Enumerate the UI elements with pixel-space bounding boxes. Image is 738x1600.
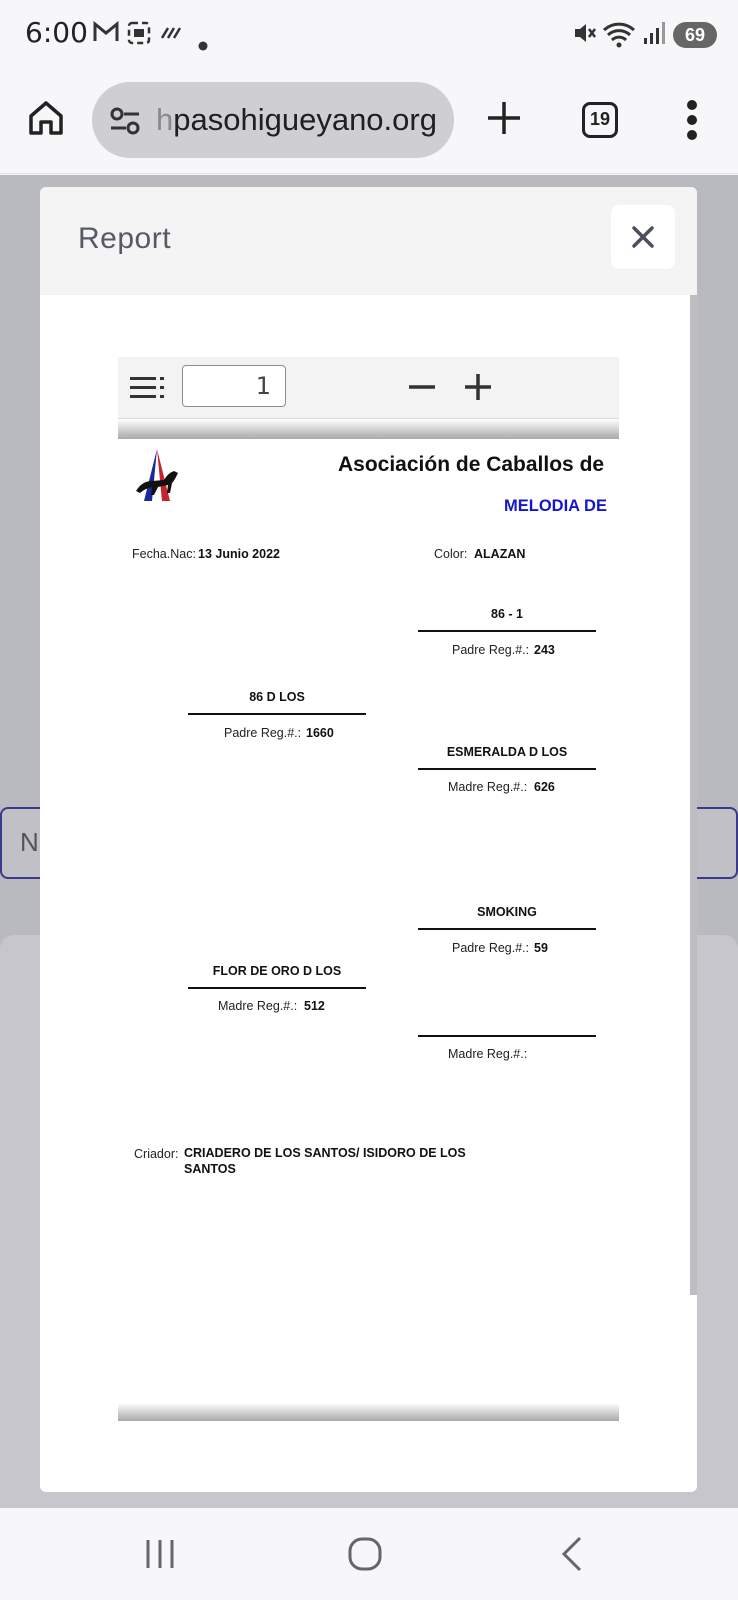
breeder-label: Criador: [134, 1147, 179, 1161]
divider-line [188, 713, 366, 715]
paternal-grandsire-reg: 243 [534, 643, 555, 657]
report-viewer [118, 357, 619, 1417]
url-faded-prefix: h [156, 102, 174, 137]
paternal-grandsire-reg-label: Padre Reg.#.: [452, 643, 530, 657]
maternal-granddam-reg-label: Madre Reg.#.: [448, 1047, 528, 1061]
page-top-shadow [118, 419, 619, 439]
notification-dot-icon [198, 30, 208, 58]
new-tab-button[interactable] [484, 94, 524, 144]
clock: 6:00 [25, 16, 88, 49]
wifi-icon [602, 20, 636, 55]
horse-name: MELODIA DE [504, 497, 607, 515]
browser-toolbar [0, 70, 738, 174]
color-label: Color: [434, 547, 468, 561]
url-domain: pasohigueyano.org [173, 102, 437, 137]
breeder-line-2: SANTOS [184, 1162, 236, 1176]
paternal-granddam-reg-label: Madre Reg.#.: [448, 780, 528, 794]
cell-signal-icon [642, 20, 668, 53]
recent-apps-icon [140, 1534, 180, 1574]
zoom-in-button[interactable] [462, 371, 494, 403]
modal-scrollbar[interactable] [690, 295, 697, 1295]
sire-name: 86 D LOS [249, 690, 305, 704]
divider-line [418, 630, 596, 632]
screenshot-icon [126, 20, 152, 53]
divider-line [418, 768, 596, 770]
back-chevron-icon [554, 1534, 594, 1574]
gmail-icon [92, 20, 120, 51]
paternal-grandsire-name: 86 - 1 [491, 607, 523, 621]
zoom-out-button[interactable] [406, 371, 438, 403]
minus-icon [406, 371, 438, 403]
system-navigation-bar [0, 1508, 738, 1600]
divider-line [418, 928, 596, 930]
dam-reg-label: Madre Reg.#.: [218, 999, 298, 1013]
recent-apps-button[interactable] [140, 1534, 180, 1574]
home-icon [26, 98, 66, 138]
mute-icon [572, 20, 598, 53]
address-bar[interactable] [92, 82, 454, 158]
color-value: ALAZAN [474, 547, 526, 561]
pedigree-report-page [118, 439, 619, 1197]
back-button[interactable] [554, 1534, 594, 1574]
breeder-line-1: CRIADERO DE LOS SANTOS/ ISIDORO DE LOS [184, 1146, 466, 1160]
dam-name: FLOR DE ORO D LOS [212, 964, 342, 978]
association-logo [130, 447, 184, 503]
table-of-contents-icon[interactable] [130, 373, 168, 403]
url-text[interactable] [156, 102, 437, 138]
modal-header [40, 187, 697, 295]
close-button[interactable] [611, 205, 675, 269]
maternal-grandsire-name: SMOKING [477, 905, 537, 919]
dam-reg: 512 [304, 999, 325, 1013]
association-title: Asociación de Caballos de [338, 453, 605, 476]
divider-line [188, 987, 366, 989]
birth-date-value: 13 Junio 2022 [198, 547, 280, 561]
paternal-granddam-name: ESMERALDA D LOS [446, 745, 568, 759]
maternal-grandsire-reg-label: Padre Reg.#.: [452, 941, 530, 955]
plus-icon [462, 371, 494, 403]
sire-reg-label: Padre Reg.#.: [224, 726, 302, 740]
home-circle-icon [345, 1534, 385, 1574]
modal-title: Report [78, 222, 172, 255]
signal-strength-slashes-icon [160, 20, 184, 49]
home-button[interactable] [26, 98, 66, 138]
status-bar [0, 0, 738, 70]
sire-reg: 1660 [306, 726, 334, 740]
more-options-menu-icon[interactable] [680, 100, 704, 140]
battery-indicator: 69 [673, 22, 717, 48]
page-bottom-shadow [118, 1403, 619, 1421]
report-modal [40, 187, 697, 1492]
tab-switcher-button[interactable]: 19 [582, 102, 618, 138]
plus-icon [484, 98, 524, 138]
maternal-grandsire-reg: 59 [534, 941, 548, 955]
birth-date-label: Fecha.Nac: [132, 547, 196, 561]
viewer-toolbar [118, 357, 619, 419]
background-field-text: N [20, 827, 39, 857]
site-settings-icon[interactable] [108, 104, 142, 138]
divider-line [418, 1035, 596, 1037]
home-nav-button[interactable] [345, 1534, 385, 1574]
close-icon [611, 205, 675, 269]
page-number-input[interactable]: 1 [182, 365, 286, 407]
paternal-granddam-reg: 626 [534, 780, 555, 794]
